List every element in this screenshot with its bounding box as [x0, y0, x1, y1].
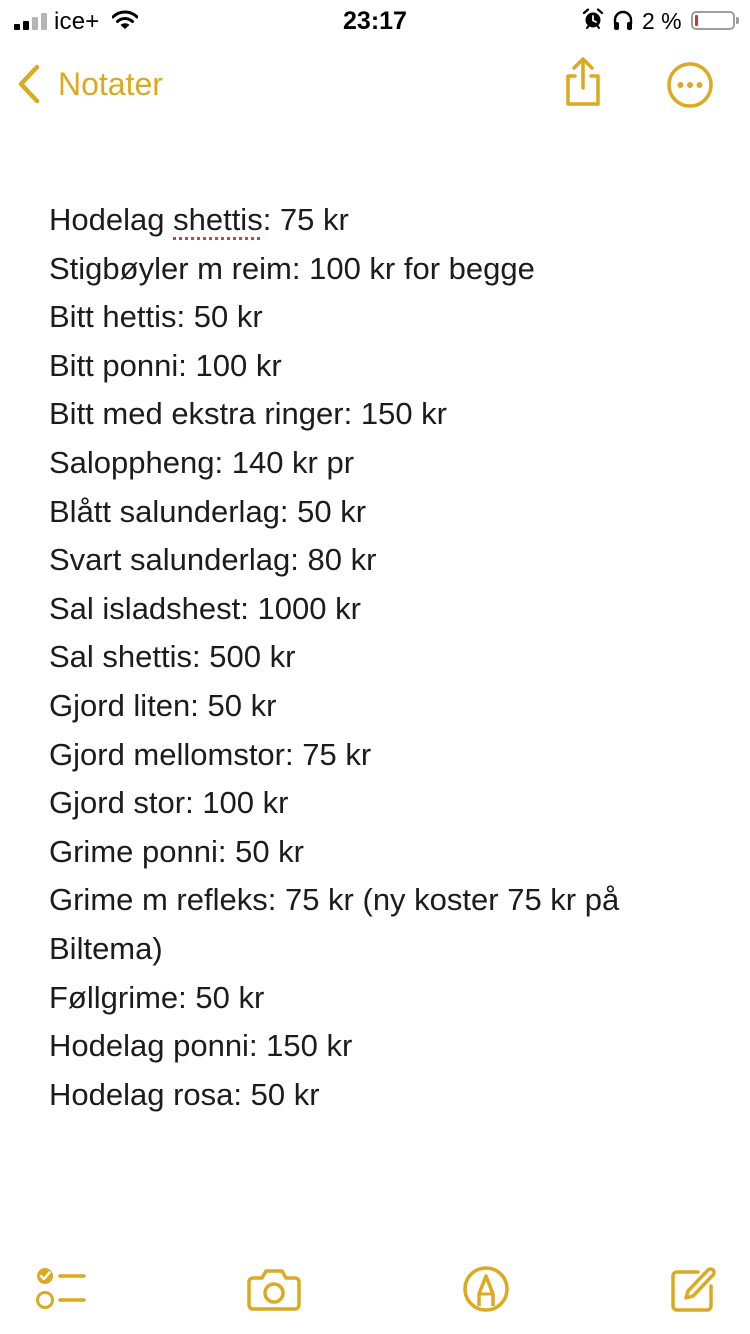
share-icon[interactable]	[560, 56, 606, 108]
camera-icon[interactable]	[246, 1264, 302, 1314]
note-line: Gjord stor: 100 kr	[49, 785, 289, 821]
battery-cap	[736, 17, 739, 24]
note-text: : 75 kr	[262, 202, 349, 237]
markup-icon[interactable]	[458, 1264, 514, 1314]
clock: 23:17	[343, 7, 407, 35]
note-line: Føllgrime: 50 kr	[49, 979, 265, 1015]
note-line: Grime m refleks: 75 kr (ny koster 75 kr på Biltema)	[49, 882, 620, 966]
note-line: Bitt ponni: 100 kr	[49, 347, 282, 383]
more-icon[interactable]	[666, 61, 714, 109]
headphones-icon	[612, 9, 634, 31]
note-line: Stigbøyler m reim: 100 kr for begge	[49, 250, 535, 286]
note-line: Gjord mellomstor: 75 kr	[49, 736, 372, 772]
note-body[interactable]	[49, 196, 709, 1119]
carrier-label: ice+	[54, 8, 100, 35]
note-line: Sal isladshest: 1000 kr	[49, 590, 361, 626]
status-bar	[0, 0, 750, 40]
note-line: Svart salunderlag: 80 kr	[49, 542, 377, 578]
misspelled-word[interactable]: shettis	[173, 202, 263, 237]
note-line	[49, 196, 709, 245]
note-line: Sal shettis: 500 kr	[49, 639, 296, 675]
note-line: Grime ponni: 50 kr	[49, 833, 304, 869]
note-line: Hodelag ponni: 150 kr	[49, 1028, 353, 1064]
battery-level-fill	[695, 15, 698, 26]
note-line: Bitt med ekstra ringer: 150 kr	[49, 396, 447, 432]
alarm-icon	[582, 8, 604, 30]
note-line: Blått salunderlag: 50 kr	[49, 493, 367, 529]
note-line: Hodelag rosa: 50 kr	[49, 1076, 320, 1112]
back-button-label: Notater	[58, 65, 163, 102]
note-line: Saloppheng: 140 kr pr	[49, 444, 355, 480]
note-text: Hodelag	[49, 202, 174, 237]
compose-icon[interactable]	[666, 1264, 722, 1314]
battery-icon	[691, 11, 735, 30]
note-line: Gjord liten: 50 kr	[49, 687, 277, 723]
note-line: Bitt hettis: 50 kr	[49, 299, 263, 335]
battery-percent: 2 %	[642, 8, 682, 34]
chevron-left-icon	[14, 64, 44, 104]
checklist-icon[interactable]	[32, 1264, 88, 1314]
back-button[interactable]	[14, 62, 163, 106]
